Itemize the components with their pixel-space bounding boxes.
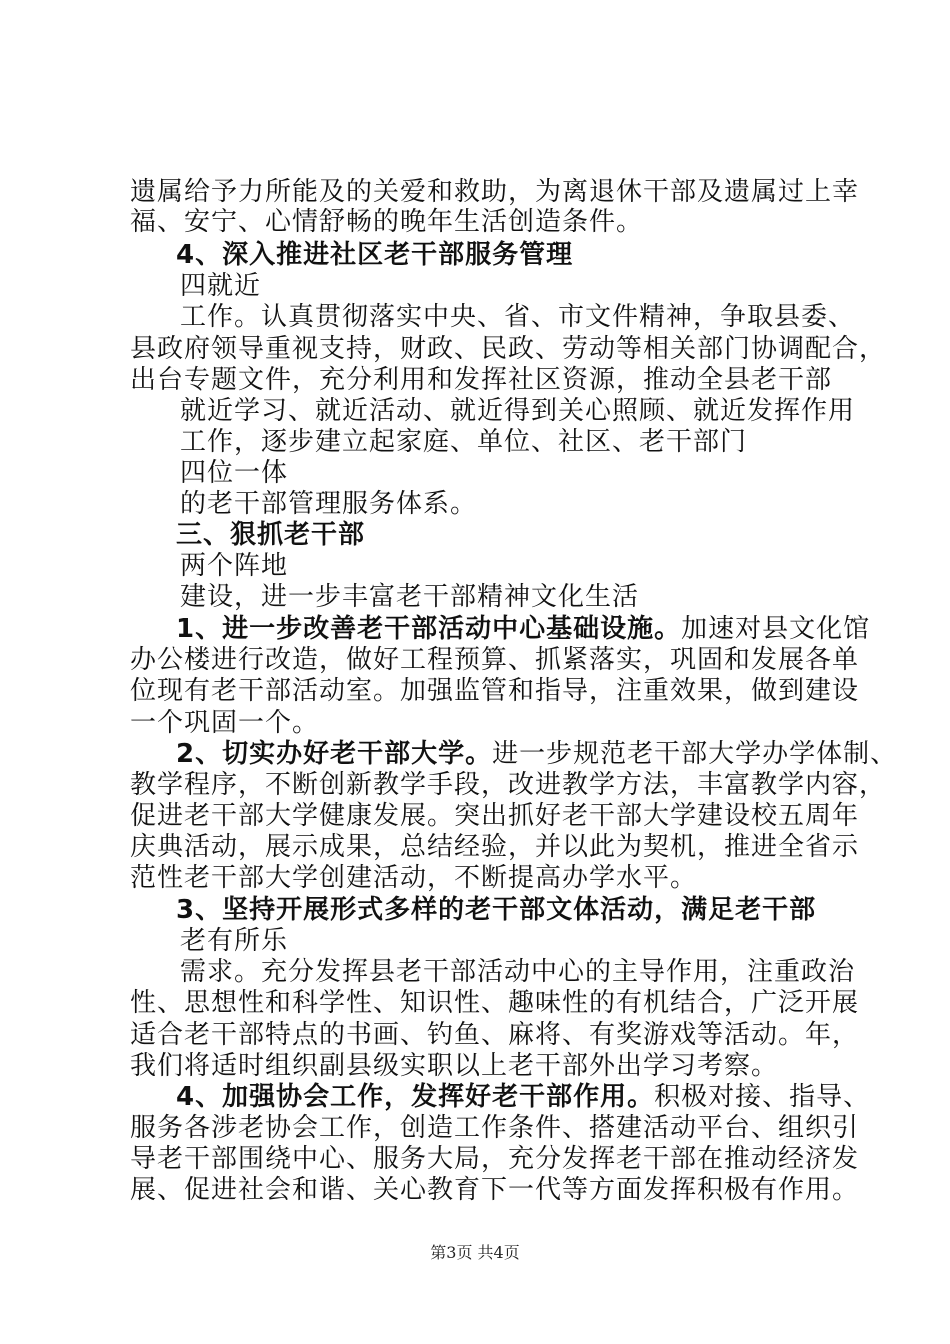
text-line: [130, 708, 319, 738]
body-text: 县政府领导重视支持，财政、民政、劳动等相关部门协调配合，: [130, 334, 887, 364]
body-text: 展、促进社会和谐、关心教育下一代等方面发挥积极有作用。: [130, 1175, 860, 1205]
text-line: [130, 770, 886, 800]
text-line: [130, 801, 859, 831]
text-line: [130, 1144, 859, 1174]
body-text: 加速对县文化馆: [681, 614, 871, 644]
text-line: [180, 551, 288, 581]
text-line: [130, 988, 859, 1018]
body-text: 庆典活动，展示成果，总结经验，并以此为契机，推进全省示: [130, 832, 860, 862]
text-line: [180, 271, 261, 301]
body-text: 促进老干部大学健康发展。突出抓好老干部大学建设校五周年: [130, 801, 860, 831]
body-text: 进一步规范老干部大学办学体制、: [492, 739, 898, 769]
text-line: [180, 926, 288, 956]
body-text: 一个巩固一个。: [130, 708, 320, 738]
text-line: [130, 832, 859, 862]
bold-heading: 2、切实办好老干部大学。: [176, 739, 493, 769]
text-line: [180, 427, 747, 457]
body-text: 适合老干部特点的书画、钓鱼、麻将、有奖游戏等活动。年，: [130, 1020, 860, 1050]
bold-heading: 3、坚持开展形式多样的老干部文体活动，满足老干部: [176, 895, 817, 925]
body-text: 出台专题文件，充分利用和发挥社区资源，推动全县老干部: [130, 365, 833, 395]
text-line: [176, 1082, 870, 1112]
text-line: [130, 1051, 778, 1081]
text-line: [180, 458, 288, 488]
bold-heading: 三、狠抓老干部: [176, 520, 366, 550]
text-line: [130, 645, 859, 675]
text-line: [176, 895, 816, 925]
body-text: 积极对接、指导、: [654, 1082, 871, 1112]
body-text: 导老干部围绕中心、服务大局，充分发挥老干部在推动经济发: [130, 1144, 860, 1174]
body-text: 遗属给予力所能及的关爱和救助，为离退休干部及遗属过上幸: [130, 177, 860, 207]
text-line: [130, 334, 886, 364]
text-line: [176, 614, 870, 644]
bold-heading: 4、加强协会工作，发挥好老干部作用。: [176, 1082, 655, 1112]
text-line: [180, 396, 855, 426]
body-text: 工作。认真贯彻落实中央、省、市文件精神，争取县委、: [180, 302, 856, 332]
text-line: [176, 240, 573, 270]
body-text: 两个阵地: [180, 551, 289, 581]
body-text: 的老干部管理服务体系。: [180, 489, 478, 519]
text-line: [176, 520, 365, 550]
body-text: 福、安宁、心情舒畅的晚年生活创造条件。: [130, 207, 644, 237]
text-line: [130, 365, 832, 395]
body-text: 建设，进一步丰富老干部精神文化生活: [180, 582, 640, 612]
text-line: [130, 863, 697, 893]
text-line: [176, 739, 897, 769]
body-text: 需求。充分发挥县老干部活动中心的主导作用，注重政治: [180, 957, 856, 987]
text-line: [130, 1113, 859, 1143]
text-line: [180, 302, 855, 332]
text-line: [130, 1020, 859, 1050]
body-text: 工作，逐步建立起家庭、单位、社区、老干部门: [180, 427, 748, 457]
body-text: 我们将适时组织副县级实职以上老干部外出学习考察。: [130, 1051, 779, 1081]
body-text: 教学程序，不断创新教学手段，改进教学方法，丰富教学内容，: [130, 770, 887, 800]
text-line: [130, 1175, 859, 1205]
body-text: 范性老干部大学创建活动，不断提高办学水平。: [130, 863, 698, 893]
body-text: 四就近: [180, 271, 262, 301]
body-text: 位现有老干部活动室。加强监管和指导，注重效果，做到建设: [130, 676, 860, 706]
text-line: [180, 489, 477, 519]
body-text: 老有所乐: [180, 926, 289, 956]
text-line: [180, 957, 855, 987]
page-footer: 第3页 共4页: [430, 1243, 520, 1262]
body-text: 性、思想性和科学性、知识性、趣味性的有机结合，广泛开展: [130, 988, 860, 1018]
bold-heading: 1、进一步改善老干部活动中心基础设施。: [176, 614, 682, 644]
text-line: [180, 582, 639, 612]
bold-heading: 4、深入推进社区老干部服务管理: [176, 240, 574, 270]
body-text: 服务各涉老协会工作，创造工作条件、搭建活动平台、组织引: [130, 1113, 860, 1143]
text-line: [130, 207, 643, 237]
text-line: [130, 676, 859, 706]
body-text: 四位一体: [180, 458, 289, 488]
body-text: 就近学习、就近活动、就近得到关心照顾、就近发挥作用: [180, 396, 856, 426]
text-line: [130, 177, 859, 207]
body-text: 办公楼进行改造，做好工程预算、抓紧落实，巩固和发展各单: [130, 645, 860, 675]
